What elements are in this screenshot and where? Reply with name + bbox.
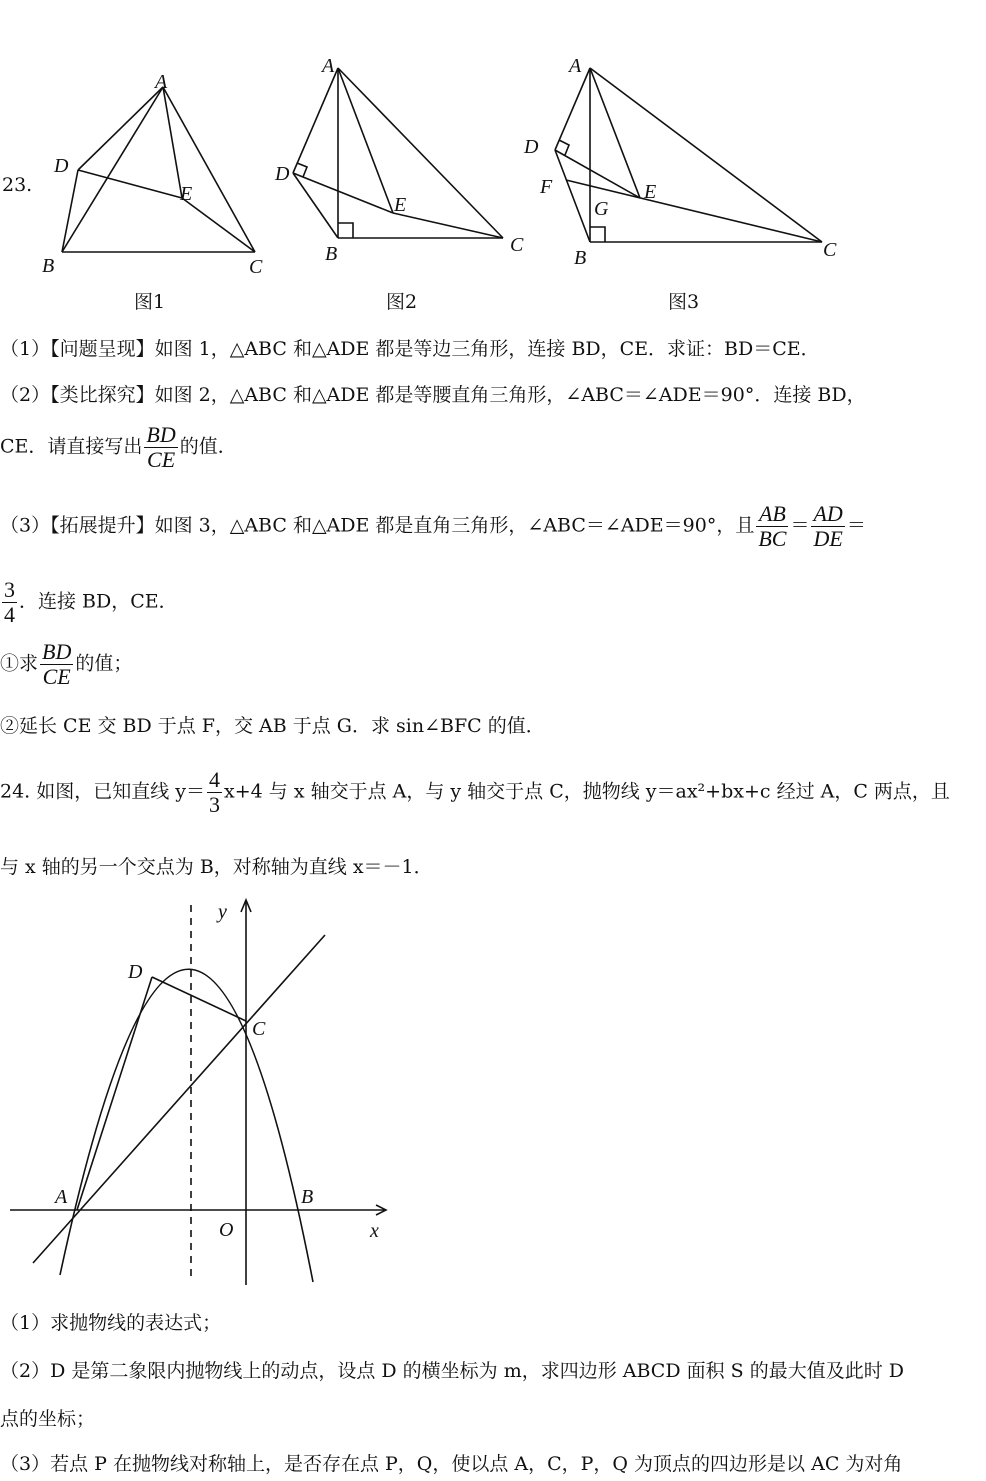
fig1-label-B: B — [42, 255, 55, 277]
fraction-ad-de — [811, 502, 844, 551]
frac-num: 4 — [209, 767, 221, 792]
fraction-bd-ce-2 — [40, 640, 73, 689]
q23-sub1-prefix: ①求 — [0, 652, 39, 675]
figure-1-caption: 图1 — [134, 291, 166, 313]
graph-label-y: y — [218, 901, 227, 923]
figure-2-caption: 图2 — [386, 291, 418, 313]
frac-num: BD — [146, 422, 176, 447]
graph-label-D: D — [128, 961, 143, 983]
equals-sign: ＝ — [846, 514, 866, 537]
frac-num: AB — [758, 501, 786, 526]
q23-part3-sub2: ②延长 CE 交 BD 于点 F，交 AB 于点 G．求 sin∠BFC 的值． — [0, 715, 545, 737]
q23-part3-suffix: ．连接 BD，CE． — [19, 590, 178, 613]
graph-label-O: O — [219, 1219, 234, 1241]
q24-part2-line1: （2）D 是第二象限内抛物线上的动点，设点 D 的横坐标为 m，求四边形 ABCD 面积 S 的最大值及此时 D — [0, 1360, 904, 1382]
q24-intro-line2: 与 x 轴的另一个交点为 B，对称轴为直线 x＝－1． — [0, 856, 433, 878]
graph-label-C: C — [252, 1018, 266, 1040]
q24-intro-suffix: x+4 与 x 轴交于点 A，与 y 轴交于点 C，抛物线 y＝ax²+bx+c 经过 A，C 两点，且 — [224, 780, 950, 803]
fig2-label-D: D — [275, 163, 290, 185]
figure-2 — [265, 50, 545, 280]
fig3-label-D: D — [524, 136, 539, 158]
frac-den: BC — [758, 526, 787, 552]
fraction-3-4 — [2, 578, 17, 627]
fig2-label-B: B — [325, 243, 338, 265]
graph-label-B: B — [301, 1186, 314, 1208]
q23-part3-line2 — [0, 578, 178, 627]
fig3-label-E: E — [644, 181, 657, 203]
fig3-label-F: F — [540, 176, 553, 198]
frac-den: CE — [147, 447, 176, 473]
fig1-label-E: E — [180, 183, 193, 205]
fraction-ab-bc — [756, 502, 788, 551]
q24-graph — [0, 890, 400, 1300]
q23-part2-suffix: 的值． — [179, 435, 237, 458]
question-23-number: 23. — [2, 174, 33, 196]
fig3-label-A: A — [569, 55, 582, 77]
fig1-label-A: A — [155, 71, 168, 93]
q24-intro-line1 — [0, 768, 950, 817]
q24-part3: （3）若点 P 在抛物线对称轴上，是否存在点 P，Q，使以点 A，C，P，Q 为顶点的四边形是以 AC 为对角 — [0, 1453, 903, 1475]
fig3-label-C: C — [823, 239, 837, 261]
fig3-label-G: G — [594, 198, 609, 220]
q23-part2-line1: （2）【类比探究】如图 2，△ABC 和△ADE 都是等腰直角三角形，∠ABC＝∠ADE＝90°．连接 BD， — [0, 384, 866, 406]
fig1-label-D: D — [54, 155, 69, 177]
frac-num: 3 — [4, 577, 15, 602]
fig1-label-C: C — [249, 256, 263, 278]
q23-part3-sub1 — [0, 640, 132, 689]
fig3-label-B: B — [574, 247, 587, 269]
figure-3 — [510, 50, 850, 280]
graph-label-A: A — [55, 1186, 68, 1208]
frac-den: CE — [42, 664, 71, 690]
q24-part1: （1）求抛物线的表达式； — [0, 1312, 222, 1334]
q23-part3-prefix: （3）【拓展提升】如图 3，△ABC 和△ADE 都是直角三角形，∠ABC＝∠ADE＝90°，且 — [0, 514, 755, 537]
fig2-label-C: C — [510, 234, 524, 256]
fraction-4-3 — [207, 768, 222, 817]
q23-sub1-suffix: 的值； — [75, 652, 133, 675]
frac-num: BD — [42, 639, 72, 664]
q24-part2-line2: 点的坐标； — [0, 1408, 96, 1430]
graph-label-x: x — [370, 1220, 379, 1242]
equals-sign: ＝ — [790, 514, 810, 537]
q23-part2-line2 — [0, 423, 237, 472]
q23-part3-line1 — [0, 502, 866, 551]
frac-den: 3 — [209, 792, 221, 818]
fig2-label-A: A — [322, 55, 335, 77]
q24-intro-prefix: 24. 如图，已知直线 y＝ — [0, 780, 206, 803]
figure-3-caption: 图3 — [668, 291, 700, 313]
q23-part1: （1）【问题呈现】如图 1，△ABC 和△ADE 都是等边三角形，连接 BD，CE．求证：BD＝CE． — [0, 338, 820, 360]
frac-den: DE — [813, 526, 843, 552]
figure-1 — [30, 60, 290, 285]
frac-num: AD — [813, 501, 843, 526]
frac-den: 4 — [4, 602, 15, 628]
q23-part2-prefix: CE．请直接写出 — [0, 435, 143, 458]
fig2-label-E: E — [394, 194, 407, 216]
fraction-bd-ce — [144, 423, 177, 472]
